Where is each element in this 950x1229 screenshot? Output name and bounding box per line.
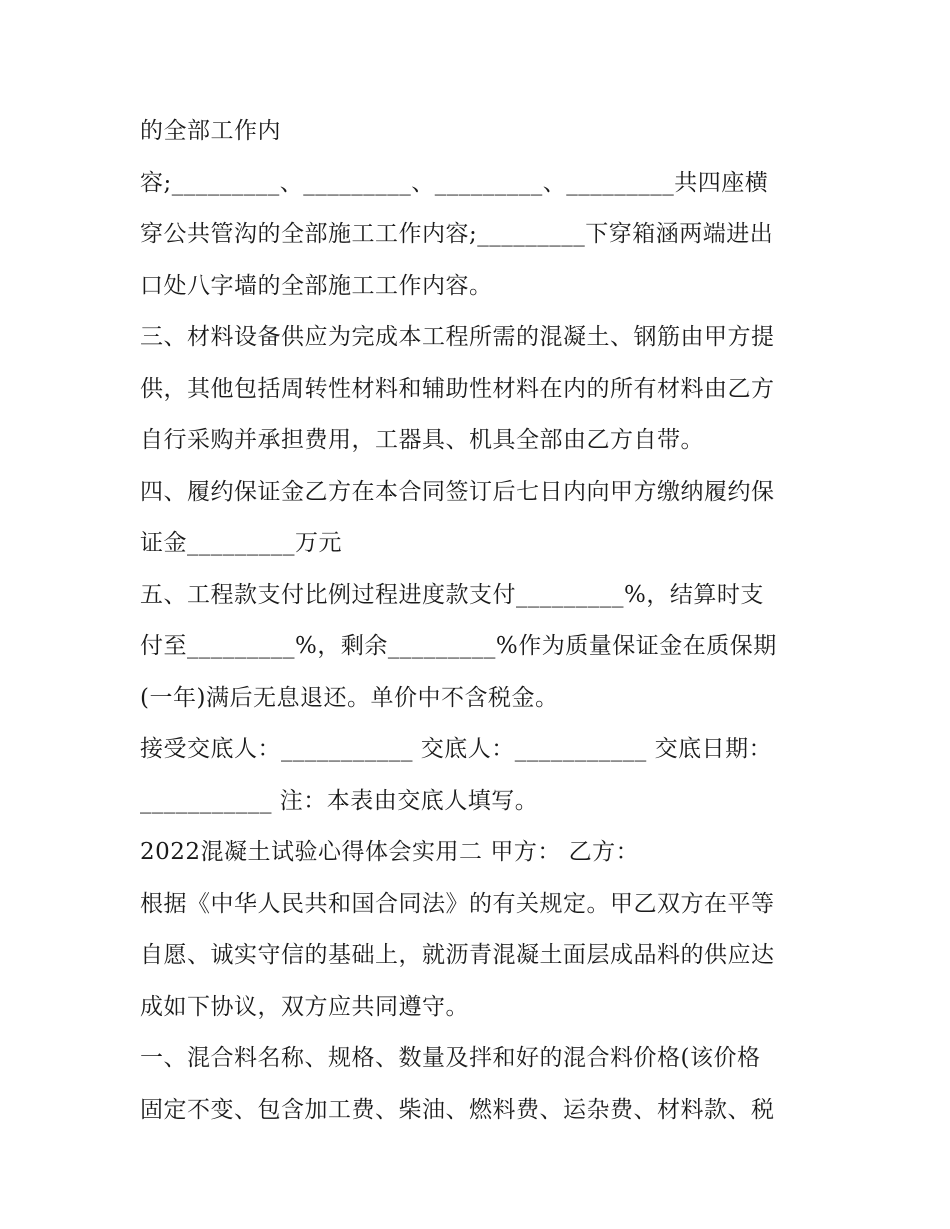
text-line: 自行采购并承担费用，工器具、机具全部由乙方自带。 — [140, 427, 704, 453]
text-line: (一年)满后无息退还。单价中不含税金。 — [140, 684, 559, 711]
section-five-line: 五、工程款支付比例过程进度款支付_________%，结算时支 — [140, 581, 764, 608]
section-four-line: 四、履约保证金乙方在本合同签订后七日内向甲方缴纳履约保 — [140, 478, 775, 505]
note-line: ___________ 注：本表由交底人填写。 — [140, 787, 539, 814]
document-heading: 2022混凝土试验心得体会实用二 甲方： 乙方： — [140, 839, 640, 865]
section-three-line: 三、材料设备供应为完成本工程所需的混凝土、钢筋由甲方提 — [140, 324, 775, 350]
document-body — [140, 106, 820, 1136]
text-line: 成如下协议，双方应共同遵守。 — [140, 993, 469, 1020]
text-line: 口处八字墙的全部施工工作内容。 — [140, 272, 493, 299]
text-line: 的全部工作内 — [140, 118, 281, 144]
text-line: 付至_________%，剩余_________%作为质量保证金在质保期 — [140, 633, 777, 659]
text-line: 容;_________、_________、_________、_________共四座横 — [140, 169, 769, 196]
section-one-line: 一、混合料名称、规格、数量及拌和好的混合料价格(该价格 — [140, 1045, 761, 1071]
text-line: 穿公共管沟的全部施工工作内容;_________下穿箱涵两端进出 — [140, 221, 774, 247]
text-line: 固定不变、包含加工费、柴油、燃料费、运杂费、材料款、税 — [140, 1096, 775, 1123]
text-line: 证金_________万元 — [140, 530, 342, 556]
text-line: 供，其他包括周转性材料和辅助性材料在内的所有材料由乙方 — [140, 375, 775, 402]
text-line: 根据《中华人民共和国合同法》的有关规定。甲乙双方在平等 — [140, 890, 775, 917]
signature-line: 接受交底人：___________ 交底人：___________ 交底日期： — [140, 736, 773, 762]
text-line: 自愿、诚实守信的基础上，就沥青混凝土面层成品料的供应达 — [140, 942, 775, 968]
